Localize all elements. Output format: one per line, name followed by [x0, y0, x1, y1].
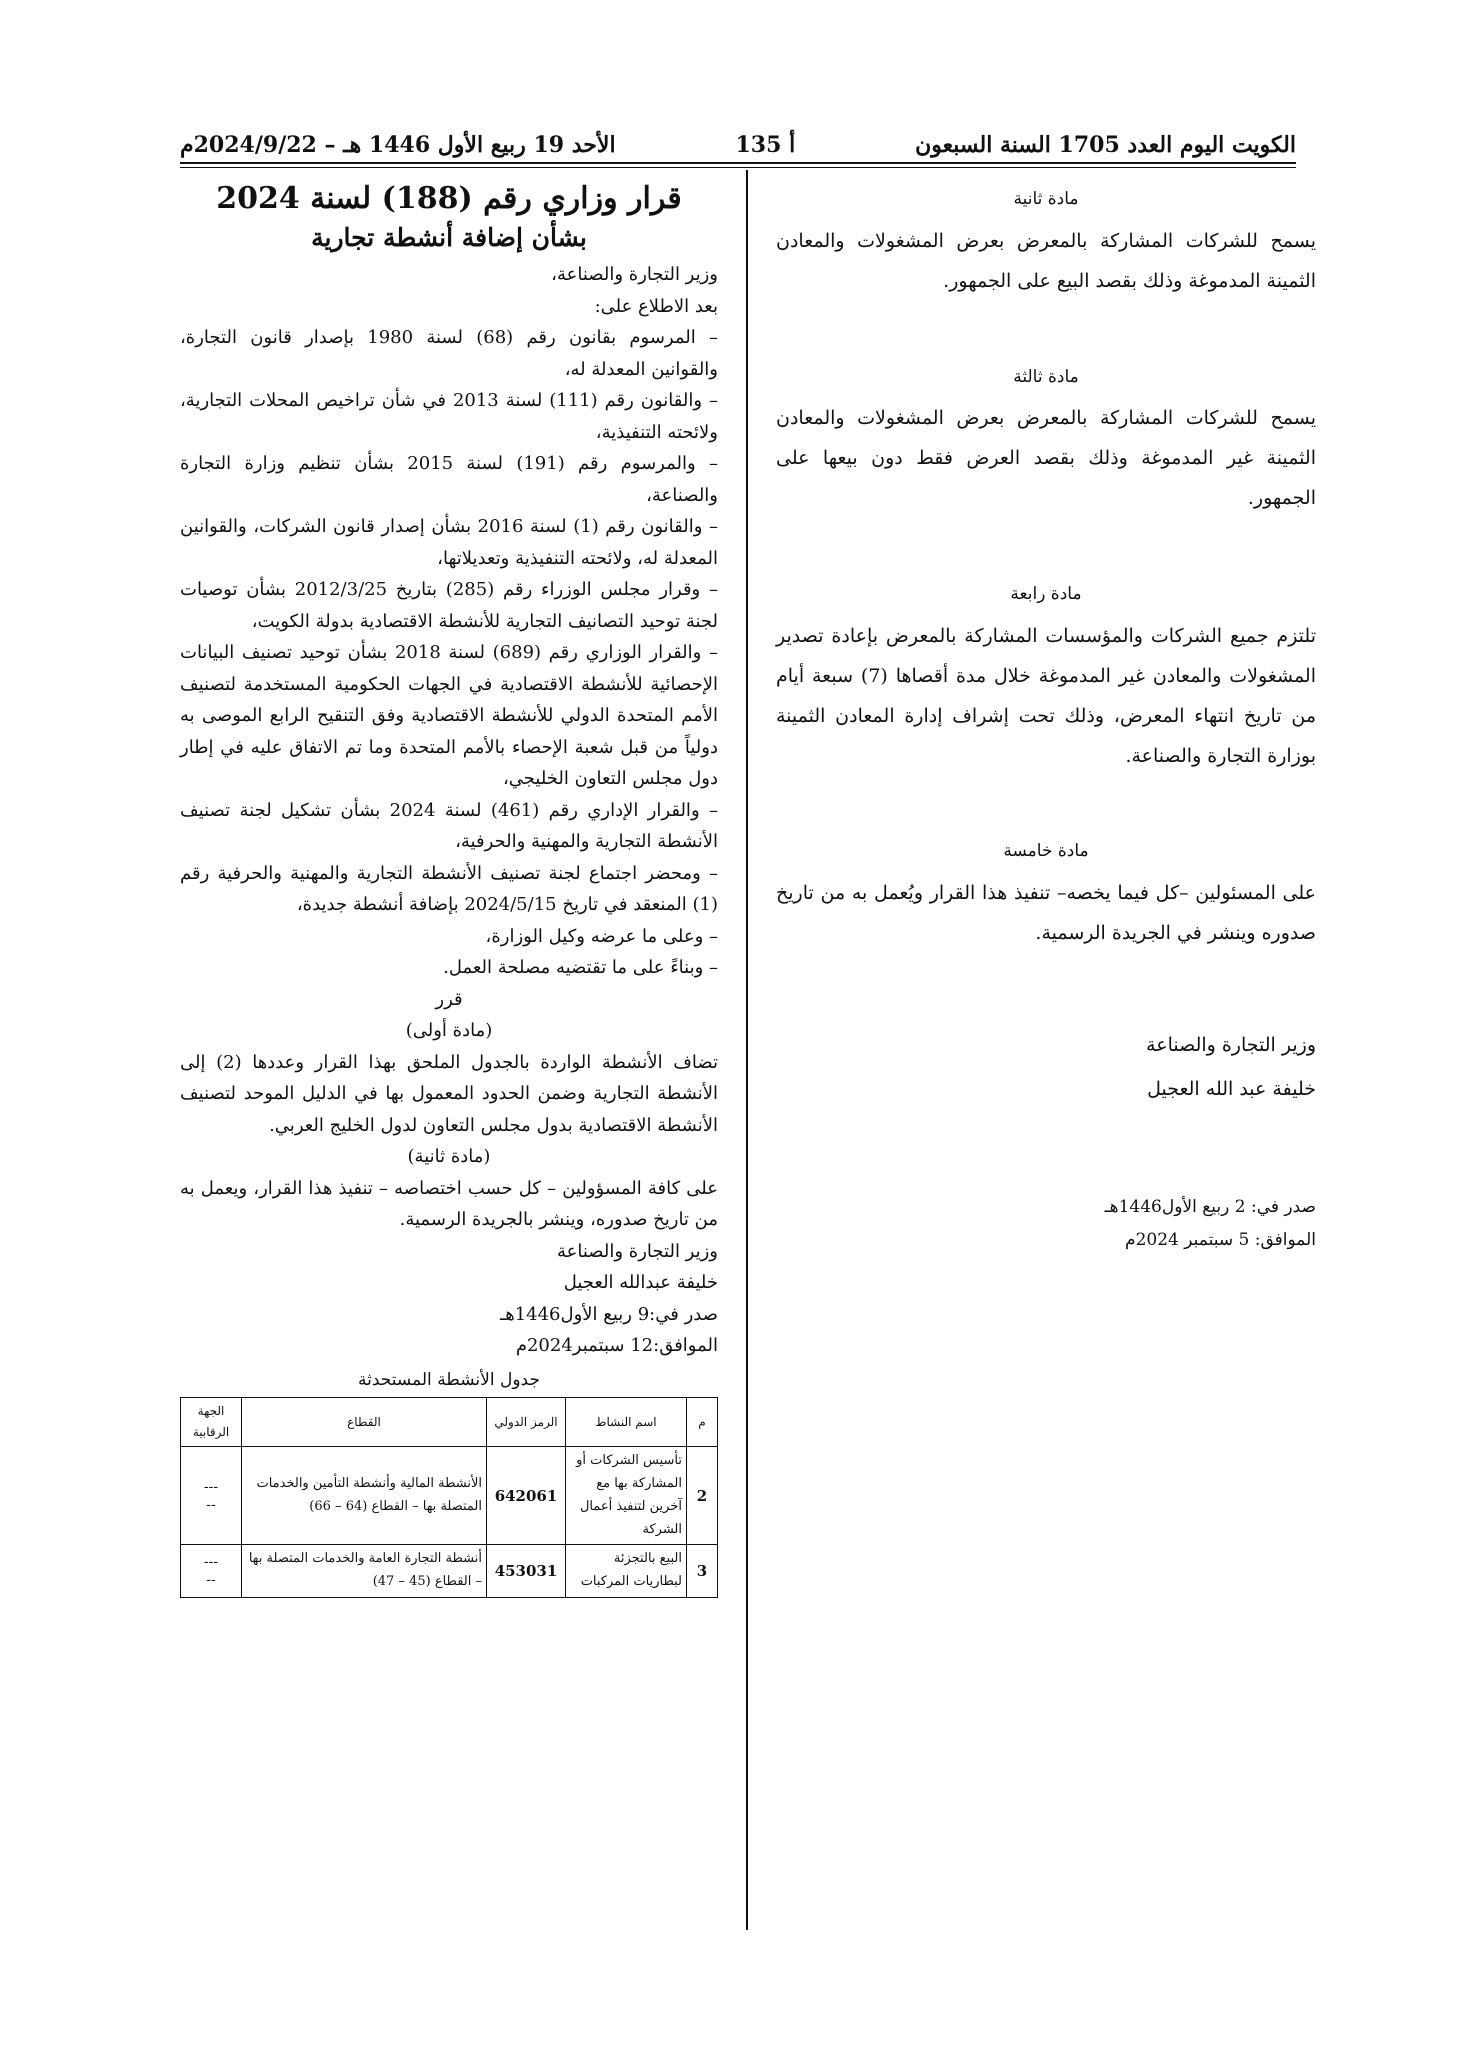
reference-item: – وعلى ما عرضه وكيل الوزارة،	[485, 925, 718, 947]
activities-table	[180, 1397, 718, 1598]
row-number: 2	[687, 1447, 718, 1545]
table-row	[181, 1545, 718, 1598]
signature-name: خليفة عبدالله العجيل	[563, 1272, 718, 1293]
reference-item: – وبناءً على ما تقتضيه مصلحة العمل.	[443, 957, 718, 978]
article-text: يسمح للشركات المشاركة بالمعرض بعرض المشغولات والمعادن الثمينة المدموغة وذلك بقصد البيع على الجمهور.	[776, 229, 1316, 292]
header-page-number: أ 135	[735, 132, 796, 158]
reference-item: – والقرار الوزاري رقم (689) لسنة 2018 بشأن توحيد تصنيف البيانات الإحصائية للأنشطة الاقتصادية في الجهات الحكومية المستخدمة لتصنيف الأمم المتحدة الدولي للأنشطة الاقتصادية وفق التنقيح الرابع الموصى به دولياً من قبل شعبة الإحصاء بالأمم المتحدة وما تم الاتفاق عليه في إطار دول مجلس التعاون الخليجي،	[180, 642, 718, 789]
issued-date: صدر في: 2 ربيع الأول1446هـ	[1104, 1197, 1316, 1218]
article-heading: مادة ثالثة	[1013, 366, 1079, 387]
article-text: تضاف الأنشطة الواردة بالجدول الملحق بهذا القرار وعددها (2) إلى الأنشطة التجارية وضمن الحدود المعمول بها في الدليل الموحد لتصنيف الأنشطة الاقتصادية بدول مجلس التعاون لدول الخليج العربي.	[180, 1051, 719, 1136]
left-column	[180, 178, 718, 1598]
issuer: وزير التجارة والصناعة،	[551, 264, 718, 285]
reference-item: – وقرار مجلس الوزراء رقم (285) بتاريخ 2012/3/25 بشأن توصيات لجنة توحيد التصانيف التجارية للأنشطة الاقتصادية بدولة الكويت،	[180, 579, 719, 632]
reference-item: – والمرسوم رقم (191) لسنة 2015 بشأن تنظيم وزارة التجارة والصناعة،	[180, 453, 718, 506]
issue-date-block	[776, 1191, 1316, 1256]
article-heading: (مادة ثانية)	[407, 1146, 491, 1167]
signature-name: خليفة عبد الله العجيل	[1147, 1077, 1316, 1100]
reference-item: – والقانون رقم (1) لسنة 2016 بشأن إصدار قانون الشركات، والقوانين المعدلة له، ولائحته التنفيذية وتعديلاتها،	[180, 516, 718, 569]
column-header: اسم النشاط	[566, 1398, 687, 1447]
spacer	[776, 954, 1316, 1024]
decided-heading: قرر	[435, 988, 463, 1010]
activity-name: البيع بالتجزئة لبطاريات المركبات	[566, 1545, 687, 1598]
article-heading: مادة خامسة	[1003, 841, 1089, 862]
column-divider	[746, 170, 748, 1930]
regulatory-authority	[181, 1545, 242, 1598]
signature-block	[776, 1024, 1316, 1111]
header-gazette-issue: الكويت اليوم العدد 1705 السنة السبعون	[915, 132, 1296, 158]
reference-item: – والقانون رقم (111) لسنة 2013 في شأن تراخيص المحلات التجارية، ولائحته التنفيذية،	[180, 390, 718, 443]
sector: أنشطة التجارة العامة والخدمات المتصلة بها – القطاع (45 – 47)	[242, 1545, 487, 1598]
international-code: 453031	[487, 1545, 566, 1598]
table-title: جدول الأنشطة المستحدثة	[358, 1369, 540, 1390]
spacer	[776, 302, 1316, 366]
article-text: تلتزم جميع الشركات والمؤسسات المشاركة بالمعرض بإعادة تصدير المشغولات والمعادن غير المدموغة خلال مدة أقصاها (7) سبعة أيام من تاريخ انتهاء المعرض، وذلك تحت إشراف إدارة المعادن الثمينة بوزارة التجارة والصناعة.	[776, 624, 1317, 767]
header-rule-thick	[180, 162, 1296, 164]
column-header: الرمز الدولي	[487, 1398, 566, 1447]
activity-name: تأسيس الشركات أو المشاركة بها مع آخرين لتنفيذ أعمال الشركة	[566, 1447, 687, 1545]
international-code: 642061	[487, 1447, 566, 1545]
article-heading: مادة رابعة	[1010, 584, 1082, 605]
authority-line: ---	[203, 1553, 219, 1570]
reference-item: – والقرار الإداري رقم (461) لسنة 2024 بشأن تشكيل لجنة تصنيف الأنشطة التجارية والمهنية والحرفية،	[180, 799, 719, 852]
authority-line: --	[206, 1496, 216, 1513]
spacer	[776, 776, 1316, 840]
spacer	[776, 519, 1316, 583]
signature-title: وزير التجارة والصناعة	[1146, 1033, 1316, 1056]
column-header: م	[687, 1398, 718, 1447]
page-header	[180, 118, 1296, 158]
reference-item: – ومحضر اجتماع لجنة تصنيف الأنشطة التجارية والمهنية والحرفية رقم (1) المنعقد في تاريخ 2024/5/15 بإضافة أنشطة جديدة،	[180, 862, 718, 915]
header-date: الأحد 19 ربيع الأول 1446 هـ – 2024/9/22م	[180, 132, 616, 158]
after-review: بعد الاطلاع على:	[594, 295, 718, 317]
reference-item: – المرسوم بقانون رقم (68) لسنة 1980 بإصدار قانون التجارة، والقوانين المعدلة له،	[180, 327, 718, 380]
header-rule-thin	[180, 167, 1296, 168]
issued-date: صدر في:9 ربيع الأول1446هـ	[499, 1303, 718, 1325]
decree-subtitle: بشأن إضافة أنشطة تجارية	[311, 223, 587, 252]
article-heading: مادة ثانية	[1013, 189, 1079, 209]
signature-title: وزير التجارة والصناعة	[556, 1240, 718, 1262]
article-text: على كافة المسؤولين – كل حسب اختصاصه – تنفيذ هذا القرار، ويعمل به من تاريخ صدوره، وينشر بالجريدة الرسمية.	[180, 1177, 718, 1230]
corresponding-date: الموافق: 5 سبتمبر 2024م	[1125, 1229, 1316, 1250]
authority-line: --	[206, 1572, 216, 1588]
column-header: الجهة الرقابية	[181, 1398, 242, 1447]
table-header-row	[181, 1398, 718, 1447]
column-header: القطاع	[242, 1398, 487, 1447]
sector: الأنشطة المالية وأنشطة التأمين والخدمات المتصلة بها – القطاع (64 – 66)	[242, 1447, 487, 1545]
article-text: على المسئولين –كل فيما يخصه– تنفيذ هذا القرار ويُعمل به من تاريخ صدوره وينشر في الجريدة الرسمية.	[776, 882, 1316, 945]
decree-title: قرار وزاري رقم (188) لسنة 2024	[216, 181, 682, 216]
article-text: يسمح للشركات المشاركة بالمعرض بعرض المشغولات والمعادن الثمينة غير المدموغة وذلك بقصد العرض فقط دون بيعها على الجمهور.	[776, 407, 1316, 510]
authority-line: ---	[203, 1478, 219, 1495]
spacer	[776, 1111, 1316, 1191]
row-number: 3	[687, 1545, 718, 1598]
article-heading: (مادة أولى)	[405, 1020, 493, 1041]
right-column	[776, 188, 1316, 1256]
corresponding-date: الموافق:12 سبتمبر2024م	[515, 1335, 718, 1356]
table-row	[181, 1447, 718, 1545]
regulatory-authority	[181, 1447, 242, 1545]
